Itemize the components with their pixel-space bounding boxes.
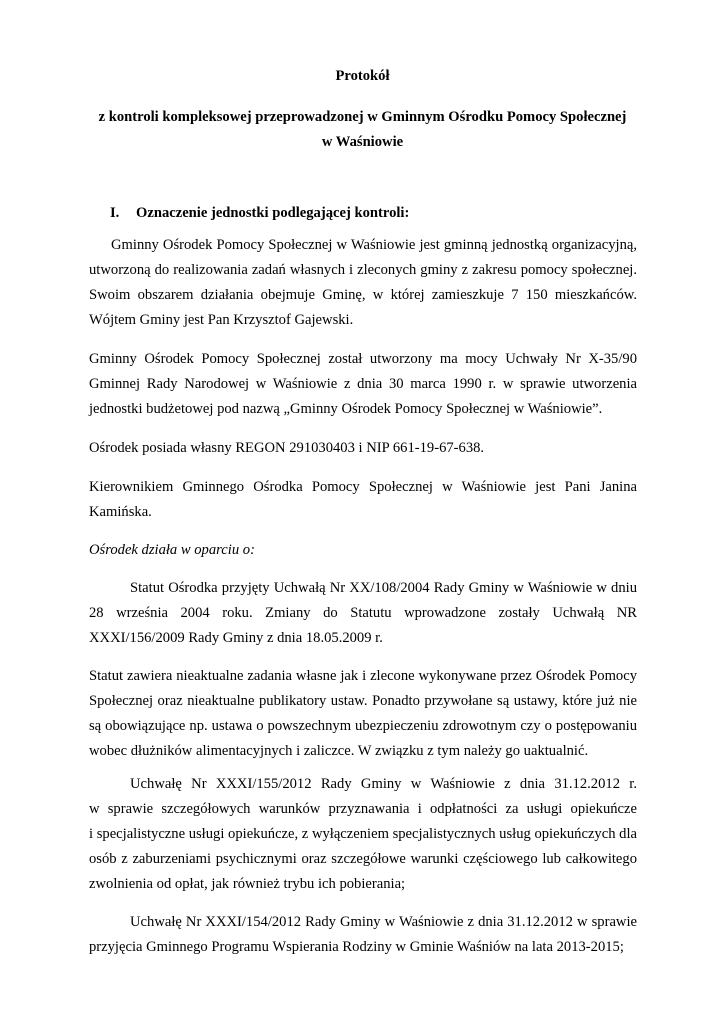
section-heading [110, 201, 409, 226]
paragraph-line: wobec dłużników alimentacyjnych i zaliczce. W związku z tym należy go uaktualnić. [89, 743, 589, 759]
paragraph-line: Ośrodek działa w oparciu o: [89, 542, 255, 558]
paragraph-line: Ośrodek posiada własny REGON 291030403 i NIP 661-19-67-638. [89, 440, 485, 456]
paragraph-line: i specjalistyczne usługi opiekuńcze, z wyłączeniem specjalistycznych usług opiekuńczych dla [89, 826, 637, 842]
document-subtitle-line1: z kontroli kompleksowej przeprowadzonej w Gminnym Ośrodku Pomocy Społecznej [98, 109, 627, 125]
paragraph-line: Gminny Ośrodek Pomocy Społecznej w Waśniowie jest gminną jednostką organizacyjną, [111, 237, 637, 253]
document-subtitle-line2: w Waśniowie [321, 134, 404, 150]
paragraph-line: Uchwałę Nr XXXI/154/2012 Rady Gminy w Waśniowie z dnia 31.12.2012 w sprawie [130, 914, 637, 930]
paragraph-line: jednostki budżetowej pod nazwą „Gminny Ośrodek Pomocy Społecznej w Waśniowie”. [89, 401, 603, 417]
paragraph-director [89, 475, 637, 525]
paragraph-line: 28 września 2004 roku. Zmiany do Statutu wprowadzone zostały Uchwałą NR [89, 605, 637, 621]
paragraph-line: Swoim obszarem działania obejmuje Gminę, w której zamieszkuje 7 150 mieszkańców. [89, 287, 637, 303]
paragraph-line: przyjęcia Gminnego Programu Wspierania Rodziny w Gminie Waśniów na lata 2013-2015; [89, 939, 624, 955]
section-number: I. [110, 205, 120, 221]
paragraph-resolution-154 [89, 910, 637, 960]
paragraph-line: XXXI/156/2009 Rady Gminy z dnia 18.05.2009 r. [89, 630, 383, 646]
paragraph-statute-remarks [89, 664, 637, 764]
paragraph-line: Statut zawiera nieaktualne zadania własne jak i zlecone wykonywane przez Ośrodek Pomocy [89, 668, 637, 684]
paragraph-line: Gminnej Rady Narodowej w Waśniowie z dnia 30 marca 1990 r. w sprawie utworzenia [89, 376, 637, 392]
paragraph-founding-resolution [89, 347, 637, 422]
paragraph-line: Gminny Ośrodek Pomocy Społecznej został utworzony ma mocy Uchwały Nr X-35/90 [89, 351, 637, 367]
paragraph-line: utworzoną do realizowania zadań własnych i zleconych gminy z zakresu pomocy społecznej. [89, 262, 637, 278]
paragraph-line: osób z zaburzeniami psychicznymi oraz szczegółowe warunki częściowego lub całkowitego [89, 851, 637, 867]
paragraph-unit-description [89, 233, 637, 333]
paragraph-line: w sprawie szczegółowych warunków przyznawania i odpłatności za usługi opiekuńcze [89, 801, 637, 817]
paragraph-resolution-155 [89, 772, 637, 897]
paragraph-line: są obowiązujące np. ustawa o powszechnym ubezpieczeniu zdrowotnym czy o postępowaniu [89, 718, 637, 734]
paragraph-regon-nip [89, 436, 637, 461]
paragraph-line: zwolnienia od opłat, jak również trybu ich pobierania; [89, 876, 406, 892]
paragraph-statute [89, 576, 637, 651]
paragraph-line: Kamińska. [89, 504, 152, 520]
paragraph-basis-intro [89, 538, 637, 563]
section-heading-text: Oznaczenie jednostki podlegającej kontroli: [136, 205, 410, 221]
paragraph-line: Wójtem Gminy jest Pan Krzysztof Gajewski. [89, 312, 354, 328]
paragraph-line: Społecznej oraz nieaktualne publikatory ustaw. Ponadto przywołane są ustawy, które już nie [89, 693, 637, 709]
paragraph-line: Uchwałę Nr XXXI/155/2012 Rady Gminy w Waśniowie z dnia 31.12.2012 r. [130, 776, 637, 792]
document-title: Protokół [335, 68, 390, 84]
paragraph-line: Statut Ośrodka przyjęty Uchwałą Nr XX/108/2004 Rady Gminy w Waśniowie w dniu [130, 580, 637, 596]
paragraph-line: Kierownikiem Gminnego Ośrodka Pomocy Społecznej w Waśniowie jest Pani Janina [89, 479, 637, 495]
